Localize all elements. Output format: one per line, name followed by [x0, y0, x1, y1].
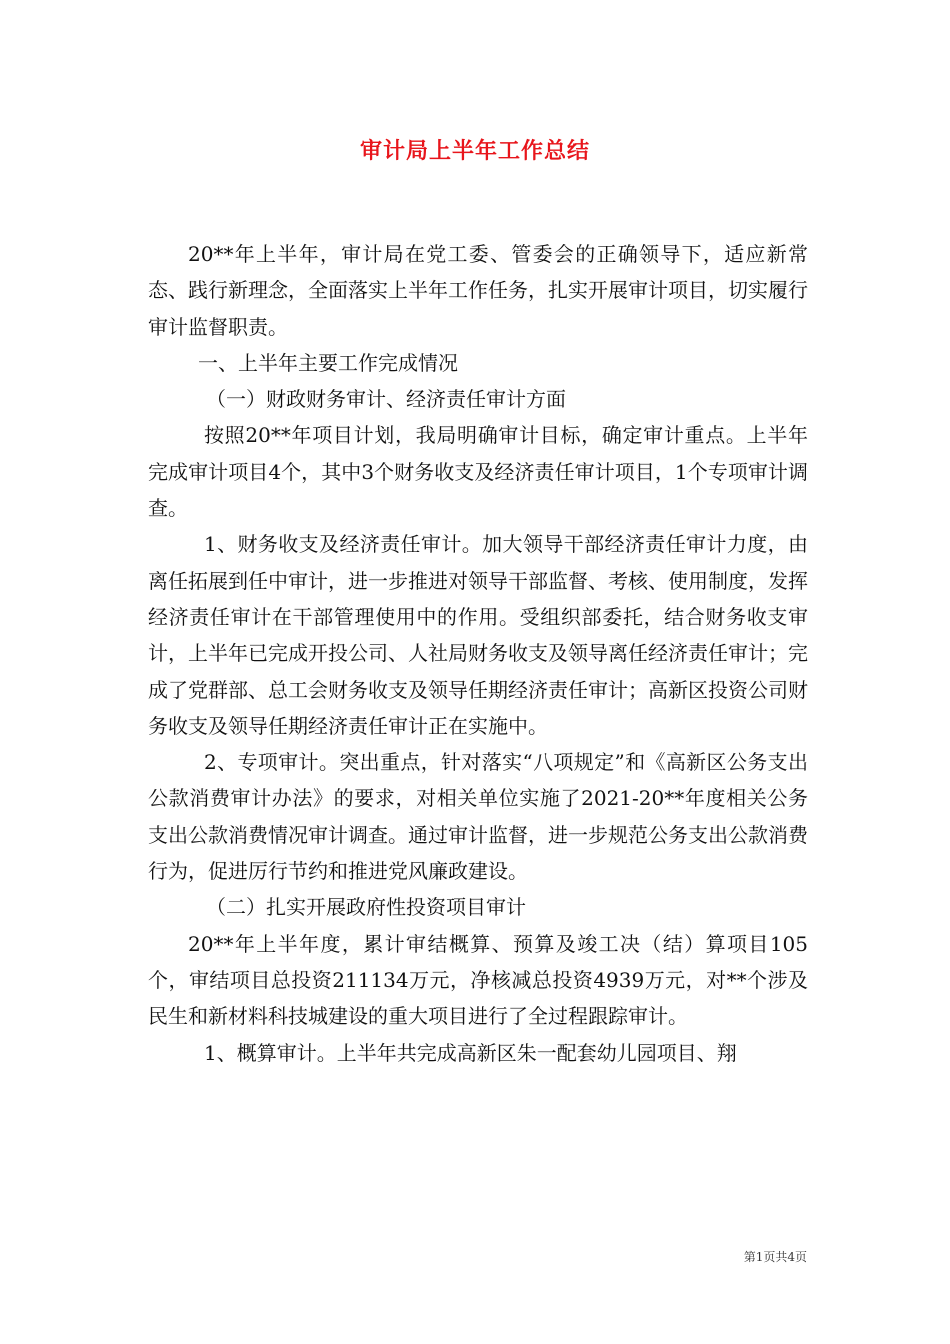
paragraph-estimate-audit: 1、概算审计。上半年共完成高新区朱一配套幼儿园项目、翔 [204, 1040, 737, 1065]
subsection-heading-2: （二）扎实开展政府性投资项目审计 [206, 895, 526, 920]
page-number: 第1页共4页 [743, 1250, 807, 1264]
section-heading-1: 一、上半年主要工作完成情况 [198, 350, 458, 375]
paragraph-plan: 按照20**年项目计划，我局明确审计目标，确定审计重点。上半年完成审计项目4个，其中3个财务收支及经济责任审计项目，1个专项审计调查。 [148, 423, 808, 521]
document-title: 审计局上半年工作总结 [359, 139, 590, 164]
paragraph-financial-audit: 1、财务收支及经济责任审计。加大领导干部经济责任审计力度，由离任拓展到任中审计，进一步推进对领导干部监督、考核、使用制度，发挥经济责任审计在干部管理使用中的作用。受组织部委托，结合财务收支审计，上半年已完成开投公司、人社局财务收支及领导离任经济责任审计；完成了党群部、总工会财务收支及领导任期经济责任审计；高新区投资公司财务收支及领导任期经济责任审计正在实施中。 [148, 532, 808, 738]
subsection-heading-1: （一）财政财务审计、经济责任审计方面 [206, 387, 566, 412]
intro-paragraph: 20**年上半年，审计局在党工委、管委会的正确领导下，适应新常态、践行新理念，全面落实上半年工作任务，扎实开展审计项目，切实履行审计监督职责。 [148, 242, 808, 339]
paragraph-special-audit: 2、专项审计。突出重点，针对落实“八项规定”和《高新区公务支出公款消费审计办法》的要求，对相关单位实施了2021-20**年度相关公务支出公款消费情况审计调查。通过审计监督，进一步规范公务支出公款消费行为，促进厉行节约和推进党风廉政建设。 [148, 750, 808, 884]
paragraph-investment-audit: 20**年上半年度，累计审结概算、预算及竣工决（结）算项目105个，审结项目总投资211134万元，净核减总投资4939万元，对**个涉及民生和新材料科技城建设的重大项目进行了全过程跟踪审计。 [148, 931, 808, 1029]
document-body [148, 236, 808, 1071]
